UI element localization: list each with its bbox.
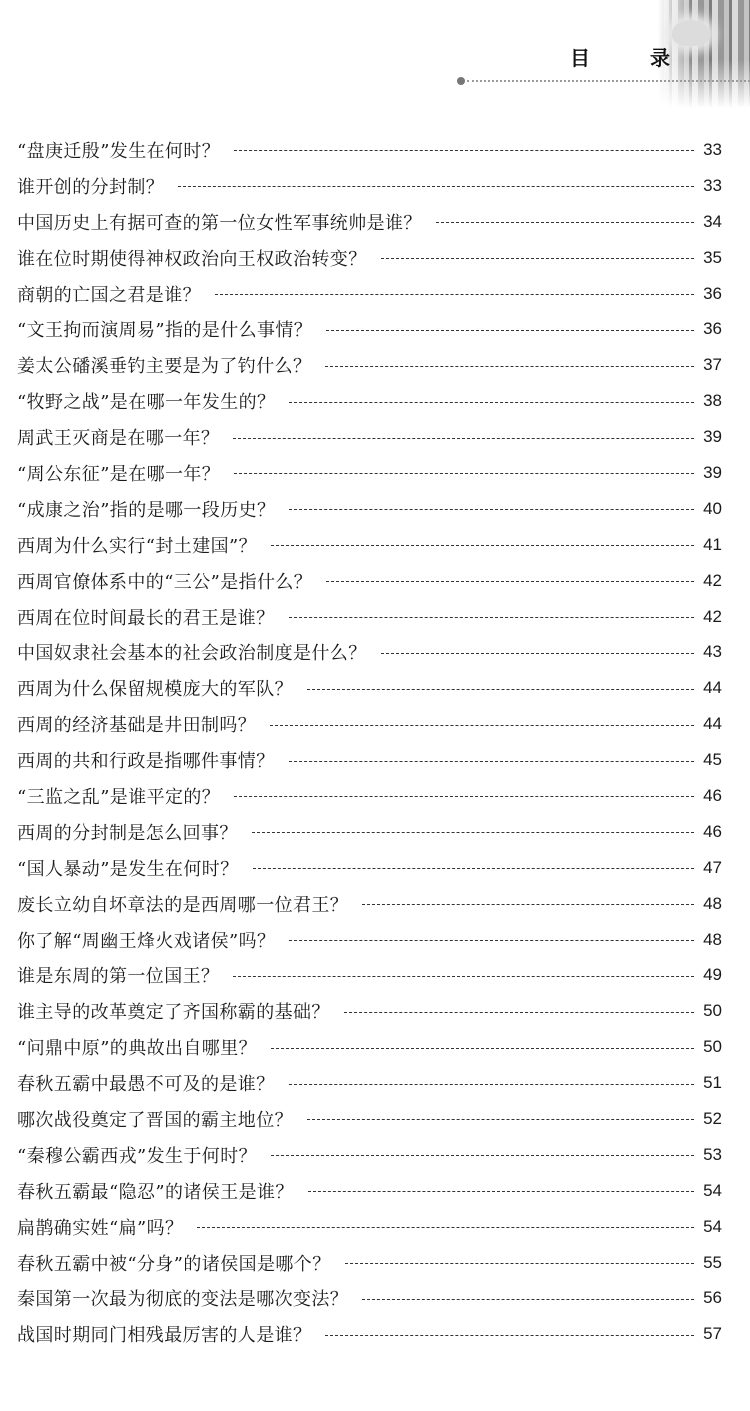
toc-entry[interactable] bbox=[17, 1137, 722, 1173]
toc-page-number: 52 bbox=[703, 1108, 722, 1128]
toc-leader-line bbox=[253, 868, 694, 869]
toc-entry[interactable] bbox=[17, 204, 722, 240]
toc-page-number: 42 bbox=[703, 606, 722, 626]
toc-leader-line bbox=[197, 1227, 694, 1228]
toc-page-number: 43 bbox=[703, 642, 722, 662]
toc-entry[interactable] bbox=[17, 455, 722, 491]
toc-entry-title: “三监之乱”是谁平定的？ bbox=[17, 786, 221, 808]
toc-entry[interactable] bbox=[17, 814, 722, 850]
toc-leader-line bbox=[381, 653, 694, 654]
toc-page-number: 44 bbox=[703, 714, 722, 734]
toc-entry[interactable] bbox=[17, 670, 722, 706]
toc-page-number: 56 bbox=[703, 1288, 722, 1308]
toc-entry-title: 西周的共和行政是指哪件事情？ bbox=[17, 751, 275, 773]
toc-page-number: 46 bbox=[703, 821, 722, 841]
toc-leader-line bbox=[252, 832, 694, 833]
toc-page-number: 51 bbox=[703, 1073, 722, 1093]
toc-page-number: 44 bbox=[703, 678, 722, 698]
toc-entry[interactable] bbox=[17, 491, 722, 527]
toc-entry[interactable] bbox=[17, 778, 722, 814]
toc-leader-line bbox=[326, 330, 694, 331]
toc-entry[interactable] bbox=[17, 957, 722, 993]
toc-entry[interactable] bbox=[17, 634, 722, 670]
toc-leader-line bbox=[271, 1155, 694, 1156]
toc-page-number: 42 bbox=[703, 570, 722, 590]
toc-entry-title: 谁主导的改革奠定了齐国称霸的基础？ bbox=[17, 1002, 330, 1024]
toc-entry[interactable] bbox=[17, 563, 722, 599]
toc-entry-title: 西周为什么实行“封土建国”？ bbox=[17, 535, 258, 557]
toc-entry-title: “国人暴动”是发生在何时？ bbox=[17, 858, 239, 880]
toc-entry-title: “牧野之战”是在哪一年发生的？ bbox=[17, 392, 276, 414]
toc-leader-line bbox=[345, 1263, 694, 1264]
toc-entry-title: 你了解“周幽王烽火戏诸侯”吗？ bbox=[17, 930, 276, 952]
toc-entry-title: 哪次战役奠定了晋国的霸主地位？ bbox=[17, 1109, 293, 1131]
toc-page-number: 50 bbox=[703, 1001, 722, 1021]
toc-entry-title: 春秋五霸最“隐忍”的诸侯王是谁？ bbox=[17, 1181, 294, 1203]
toc-entry[interactable] bbox=[17, 1209, 722, 1245]
toc-leader-line bbox=[436, 222, 694, 223]
toc-entry-title: “问鼎中原”的典故出自哪里？ bbox=[17, 1038, 258, 1060]
page-title-char-2: 录 bbox=[650, 46, 670, 70]
toc-leader-line bbox=[234, 150, 694, 151]
toc-entry[interactable] bbox=[17, 922, 722, 958]
toc-page-number: 48 bbox=[703, 929, 722, 949]
toc-leader-line bbox=[289, 509, 694, 510]
toc-entry-title: 秦国第一次最为彻底的变法是哪次变法？ bbox=[17, 1289, 349, 1311]
toc-leader-line bbox=[289, 1084, 694, 1085]
toc-entry-title: 谁开创的分封制？ bbox=[17, 176, 165, 198]
divider-dot-icon bbox=[457, 77, 465, 85]
toc-entry[interactable] bbox=[17, 1281, 722, 1317]
toc-entry[interactable] bbox=[17, 599, 722, 635]
toc-page-number: 50 bbox=[703, 1037, 722, 1057]
toc-leader-line bbox=[325, 1335, 694, 1336]
page-title-char-1: 目 bbox=[570, 46, 590, 70]
toc-leader-line bbox=[362, 904, 694, 905]
toc-page-number: 40 bbox=[703, 498, 722, 518]
toc-entry[interactable] bbox=[17, 419, 722, 455]
toc-leader-line bbox=[233, 976, 694, 977]
toc-entry[interactable] bbox=[17, 383, 722, 419]
toc-entry[interactable] bbox=[17, 240, 722, 276]
toc-page-number: 48 bbox=[703, 893, 722, 913]
toc-entry-title: “周公东征”是在哪一年？ bbox=[17, 463, 221, 485]
toc-leader-line bbox=[362, 1299, 694, 1300]
toc-page-number: 39 bbox=[703, 427, 722, 447]
toc-page-number: 33 bbox=[703, 175, 722, 195]
toc-page-number: 53 bbox=[703, 1144, 722, 1164]
toc-page-number: 36 bbox=[703, 319, 722, 339]
toc-entry-title: 周武王灭商是在哪一年？ bbox=[17, 428, 220, 450]
toc-entry[interactable] bbox=[17, 311, 722, 347]
toc-entry-title: 西周的分封制是怎么回事？ bbox=[17, 822, 238, 844]
toc-leader-line bbox=[326, 581, 694, 582]
toc-leader-line bbox=[289, 402, 694, 403]
toc-page-number: 41 bbox=[703, 534, 722, 554]
toc-entry-title: 西周在位时间最长的君王是谁？ bbox=[17, 607, 275, 629]
toc-leader-line bbox=[271, 545, 694, 546]
toc-entry-title: 西周官僚体系中的“三公”是指什么？ bbox=[17, 571, 313, 593]
toc-entry[interactable] bbox=[17, 1101, 722, 1137]
toc-leader-line bbox=[233, 438, 694, 439]
toc-entry-title: 春秋五霸中被“分身”的诸侯国是哪个？ bbox=[17, 1253, 331, 1275]
toc-leader-line bbox=[307, 1119, 694, 1120]
toc-entry-title: 战国时期同门相残最厉害的人是谁？ bbox=[17, 1325, 312, 1347]
toc-entry-title: 谁是东周的第一位国王？ bbox=[17, 966, 220, 988]
toc-entry-title: 商朝的亡国之君是谁？ bbox=[17, 284, 201, 306]
toc-entry-title: 中国奴隶社会基本的社会政治制度是什么？ bbox=[17, 643, 367, 665]
toc-entry-title: “盘庚迁殷”发生在何时？ bbox=[17, 140, 221, 162]
toc-entry-title: 扁鹊确实姓“扁”吗？ bbox=[17, 1217, 184, 1239]
toc-leader-line bbox=[344, 1012, 694, 1013]
toc-leader-line bbox=[307, 689, 694, 690]
toc-leader-line bbox=[178, 186, 694, 187]
toc-leader-line bbox=[234, 473, 694, 474]
toc-entry[interactable] bbox=[17, 168, 722, 204]
toc-leader-line bbox=[271, 1048, 694, 1049]
toc-entry[interactable] bbox=[17, 1029, 722, 1065]
toc-leader-line bbox=[325, 366, 694, 367]
toc-entry[interactable] bbox=[17, 347, 722, 383]
toc-leader-line bbox=[215, 294, 694, 295]
toc-leader-line bbox=[270, 725, 694, 726]
toc-leader-line bbox=[289, 761, 694, 762]
toc-entry-title: 姜太公磻溪垂钓主要是为了钓什么？ bbox=[17, 356, 312, 378]
header-divider bbox=[457, 79, 750, 83]
page-title bbox=[570, 42, 670, 71]
toc-entry[interactable] bbox=[17, 742, 722, 778]
corner-decoration-image bbox=[658, 0, 750, 108]
toc-entry[interactable] bbox=[17, 527, 722, 563]
toc-page-number: 46 bbox=[703, 785, 722, 805]
toc-entry[interactable] bbox=[17, 886, 722, 922]
toc-entry[interactable] bbox=[17, 993, 722, 1029]
toc-leader-line bbox=[234, 796, 694, 797]
toc-entry-title: 废长立幼自坏章法的是西周哪一位君王？ bbox=[17, 894, 349, 916]
toc-entry-title: “成康之治”指的是哪一段历史？ bbox=[17, 499, 276, 521]
toc-entry-title: 中国历史上有据可查的第一位女性军事统帅是谁？ bbox=[17, 212, 422, 234]
toc-page-number: 38 bbox=[703, 391, 722, 411]
toc-entry-title: 西周的经济基础是井田制吗？ bbox=[17, 715, 257, 737]
toc-entry-title: 西周为什么保留规模庞大的军队？ bbox=[17, 679, 293, 701]
toc-page-number: 54 bbox=[703, 1180, 722, 1200]
toc-page-number: 45 bbox=[703, 750, 722, 770]
toc-entry-title: 谁在位时期使得神权政治向王权政治转变？ bbox=[17, 248, 367, 270]
table-of-contents bbox=[17, 132, 722, 1352]
toc-page-number: 49 bbox=[703, 965, 722, 985]
toc-page-number: 55 bbox=[703, 1252, 722, 1272]
toc-entry[interactable] bbox=[17, 276, 722, 312]
toc-page-number: 35 bbox=[703, 247, 722, 267]
toc-leader-line bbox=[381, 258, 694, 259]
toc-entry[interactable] bbox=[17, 1316, 722, 1352]
toc-entry[interactable] bbox=[17, 1065, 722, 1101]
divider-dotted-line bbox=[467, 80, 750, 82]
toc-entry[interactable] bbox=[17, 132, 722, 168]
toc-page-number: 33 bbox=[703, 139, 722, 159]
toc-page-number: 34 bbox=[703, 211, 722, 231]
toc-page-number: 57 bbox=[703, 1324, 722, 1344]
toc-entry-title: “秦穆公霸西戎”发生于何时？ bbox=[17, 1145, 258, 1167]
toc-entry[interactable] bbox=[17, 706, 722, 742]
toc-entry[interactable] bbox=[17, 1173, 722, 1209]
toc-page-number: 54 bbox=[703, 1216, 722, 1236]
toc-page-number: 47 bbox=[703, 857, 722, 877]
toc-leader-line bbox=[289, 940, 694, 941]
toc-page-number: 36 bbox=[703, 283, 722, 303]
toc-entry[interactable] bbox=[17, 850, 722, 886]
toc-leader-line bbox=[289, 617, 694, 618]
toc-leader-line bbox=[308, 1191, 694, 1192]
toc-entry-title: 春秋五霸中最愚不可及的是谁？ bbox=[17, 1074, 275, 1096]
toc-page-number: 37 bbox=[703, 355, 722, 375]
toc-page-number: 39 bbox=[703, 462, 722, 482]
toc-entry[interactable] bbox=[17, 1245, 722, 1281]
toc-entry-title: “文王拘而演周易”指的是什么事情？ bbox=[17, 320, 313, 342]
